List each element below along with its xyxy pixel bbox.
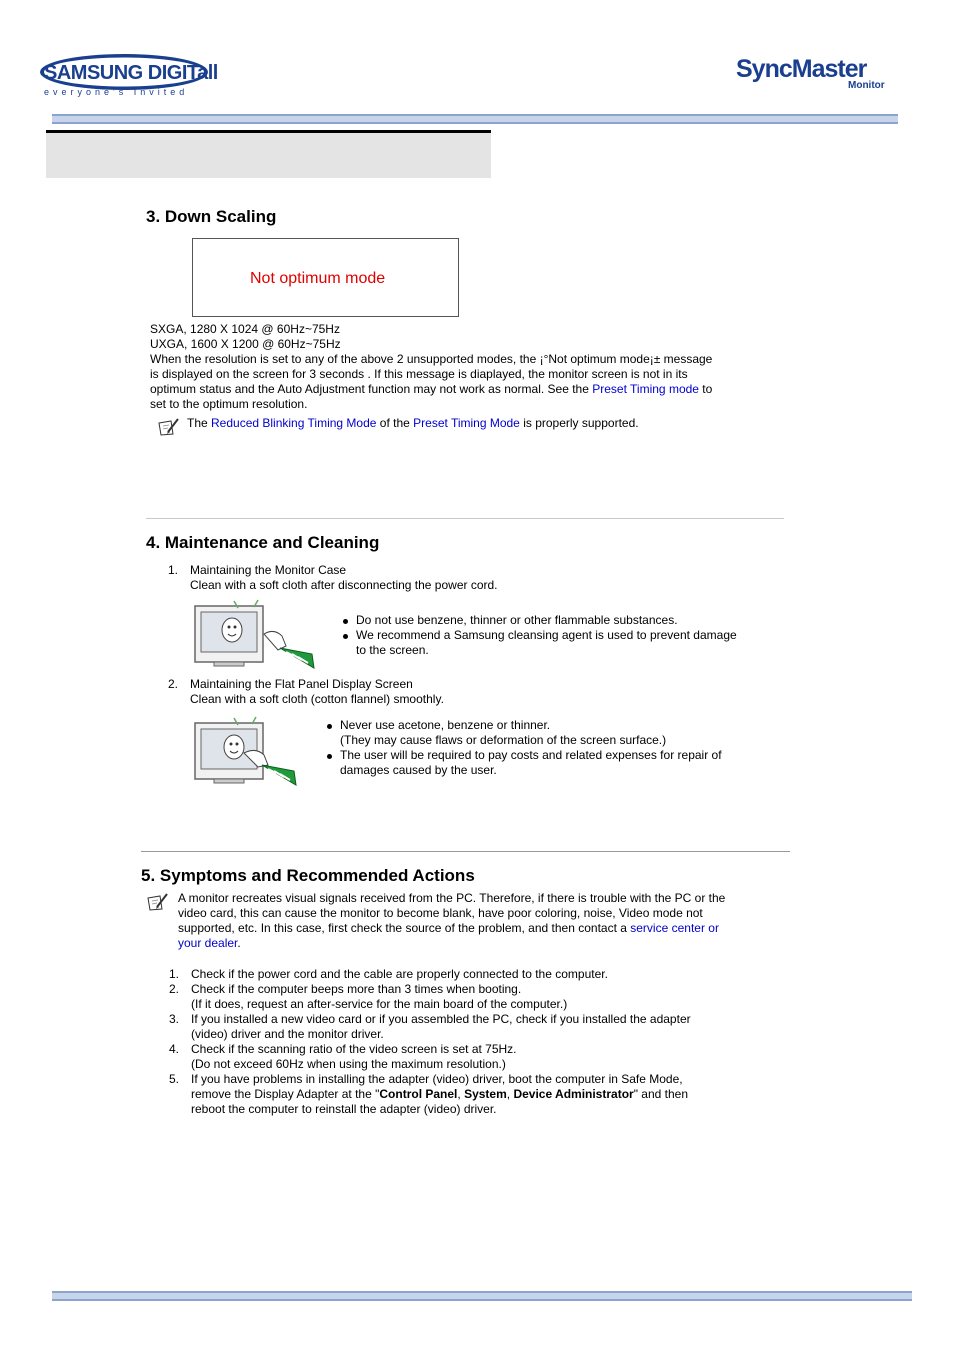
section-divider-2 bbox=[141, 851, 790, 852]
section3-body bbox=[150, 322, 780, 412]
step-1-number: 1. bbox=[169, 967, 180, 981]
note-pencil-icon bbox=[158, 418, 180, 439]
title-band bbox=[46, 130, 491, 178]
samsung-tagline: everyone's Invited bbox=[44, 87, 189, 97]
resolution-uxga: UXGA, 1600 X 1200 @ 60Hz~75Hz bbox=[150, 337, 341, 351]
section5-title: 5. Symptoms and Recommended Actions bbox=[141, 866, 475, 885]
section3-para-line3-text: optimum status and the Auto Adjustment function may not work as normal. See the bbox=[150, 382, 593, 396]
header-divider bbox=[52, 114, 898, 124]
section5-intro bbox=[178, 891, 793, 951]
intro-line-3-text: supported, etc. In this case, first check the source of the problem, and then contact a bbox=[178, 921, 631, 935]
section3-para-line1: When the resolution is set to any of the above 2 unsupported modes, the ¡°Not optimum mode¡± message bbox=[150, 352, 713, 366]
step-5-number: 5. bbox=[169, 1072, 180, 1086]
preset-timing-mode-link-2[interactable]: Preset Timing Mode bbox=[413, 416, 520, 430]
section3-note bbox=[187, 416, 639, 431]
note-pencil-icon-2 bbox=[147, 893, 169, 914]
section3-para-line3 bbox=[150, 382, 780, 397]
symptom-steps bbox=[169, 967, 789, 1117]
step-4-number: 4. bbox=[169, 1042, 180, 1056]
intro-line-1: A monitor recreates visual signals received from the PC. Therefore, if there is trouble with the PC or the bbox=[178, 891, 726, 905]
system-label: System bbox=[464, 1087, 507, 1101]
step-5-line-1: If you have problems in installing the adapter (video) driver, boot the computer in Safe Mode, bbox=[191, 1072, 683, 1086]
step-4-line-1: Check if the scanning ratio of the video screen is set at 75Hz. bbox=[191, 1042, 517, 1056]
step-4 bbox=[169, 1042, 789, 1072]
osd-message-text: Not optimum mode bbox=[250, 270, 386, 287]
section4-title: 4. Maintenance and Cleaning bbox=[146, 533, 380, 552]
control-panel-label: Control Panel bbox=[379, 1087, 458, 1101]
item2-bullet-2: The user will be required to pay costs and related expenses for repair of damages caused by the user. bbox=[325, 748, 765, 778]
section3-para-line4: set to the optimum resolution. bbox=[150, 397, 308, 411]
section-divider-1 bbox=[146, 518, 784, 519]
step-1 bbox=[169, 967, 789, 982]
note-text-pre: The bbox=[187, 416, 212, 430]
samsung-logo-text: SAMSUNG DIGITall bbox=[44, 62, 218, 84]
section3-para-line2: is displayed on the screen for 3 seconds . If this message is diaplayed, the monitor screen is not in its bbox=[150, 367, 688, 381]
device-administrator-label: Device Administrator bbox=[513, 1087, 634, 1101]
item1-bullet-2: We recommend a Samsung cleansing agent is used to prevent damage to the screen. bbox=[341, 628, 741, 658]
item1-desc: Clean with a soft cloth after disconnecting the power cord. bbox=[190, 578, 498, 592]
service-center-link-cont[interactable]: your dealer bbox=[178, 936, 238, 950]
step-5-line-2-pre: remove the Display Adapter at the " bbox=[191, 1087, 380, 1101]
preset-timing-mode-link[interactable]: Preset Timing mode bbox=[592, 382, 699, 396]
samsung-logo bbox=[40, 50, 218, 102]
step-5-line-2 bbox=[191, 1087, 789, 1102]
step-2-line-1: Check if the computer beeps more than 3 times when booting. bbox=[191, 982, 522, 996]
item1-number: 1. bbox=[168, 563, 179, 577]
monitor-cleaning-illustration-1 bbox=[194, 598, 316, 673]
footer-divider bbox=[52, 1291, 912, 1301]
item2-title: Maintaining the Flat Panel Display Screen bbox=[190, 677, 413, 691]
step-2-line-2: (If it does, request an after-service for the main board of the computer.) bbox=[191, 997, 568, 1011]
section3-para-line3-end: to bbox=[698, 382, 713, 396]
reduced-blinking-link[interactable]: Reduced Blinking Timing Mode bbox=[211, 416, 377, 430]
resolution-sxga: SXGA, 1280 X 1024 @ 60Hz~75Hz bbox=[150, 322, 340, 336]
note-text-mid: of the bbox=[376, 416, 414, 430]
syncmaster-logo bbox=[736, 55, 896, 95]
service-center-link[interactable]: service center or bbox=[630, 921, 719, 935]
intro-line-4 bbox=[178, 936, 793, 951]
step-5 bbox=[169, 1072, 789, 1117]
syncmaster-logo-text: SyncMaster bbox=[736, 55, 867, 83]
step-5-sep-1: , bbox=[457, 1087, 465, 1101]
note-text-post: is properly supported. bbox=[519, 416, 639, 430]
step-2-number: 2. bbox=[169, 982, 180, 996]
maintenance-item-1 bbox=[168, 563, 768, 593]
step-3-number: 3. bbox=[169, 1012, 180, 1026]
step-1-line-1: Check if the power cord and the cable are properly connected to the computer. bbox=[191, 967, 608, 981]
intro-line-4-end: . bbox=[237, 936, 241, 950]
step-5-line-3: reboot the computer to reinstall the adapter (video) driver. bbox=[191, 1102, 497, 1116]
step-3-line-2: (video) driver and the monitor driver. bbox=[191, 1027, 384, 1041]
step-5-sep-2: , bbox=[506, 1087, 514, 1101]
step-2 bbox=[169, 982, 789, 1012]
intro-line-2: video card, this can cause the monitor to become blank, have poor coloring, noise, Video mode not bbox=[178, 906, 703, 920]
step-5-line-2-post: " and then bbox=[633, 1087, 689, 1101]
osd-message-box bbox=[192, 238, 459, 317]
item2-desc: Clean with a soft cloth (cotton flannel) smoothly. bbox=[190, 692, 444, 706]
item2-bullet-1-line2: (They may cause flaws or deformation of the screen surface.) bbox=[340, 733, 667, 747]
item2-bullet-1-line1: Never use acetone, benzene or thinner. bbox=[340, 718, 551, 732]
maintenance-item-2 bbox=[168, 677, 768, 707]
item1-bullet-1: Do not use benzene, thinner or other flammable substances. bbox=[341, 613, 741, 628]
step-3 bbox=[169, 1012, 789, 1042]
section3-title: 3. Down Scaling bbox=[146, 207, 277, 226]
item2-bullets bbox=[325, 718, 765, 778]
item1-bullets bbox=[341, 613, 741, 658]
item1-title: Maintaining the Monitor Case bbox=[190, 563, 347, 577]
item2-bullet-1 bbox=[325, 718, 765, 748]
step-4-line-2: (Do not exceed 60Hz when using the maximum resolution.) bbox=[191, 1057, 506, 1071]
monitor-cleaning-illustration-2 bbox=[194, 715, 298, 790]
syncmaster-logo-sub: Monitor bbox=[848, 80, 885, 91]
item2-number: 2. bbox=[168, 677, 179, 691]
step-3-line-1: If you installed a new video card or if you assembled the PC, check if you installed the adapter bbox=[191, 1012, 691, 1026]
intro-line-3 bbox=[178, 921, 793, 936]
